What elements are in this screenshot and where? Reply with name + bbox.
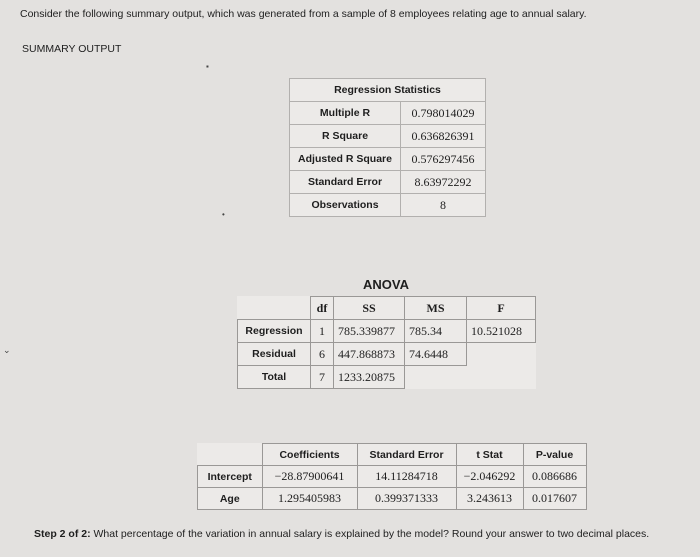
table-row [290,102,486,125]
question-text [34,528,649,540]
row-label: Residual [238,343,311,366]
row-label: Regression [238,320,311,343]
stat-value: 8 [401,194,486,217]
row-label: Intercept [198,466,263,488]
table-row [290,125,486,148]
cell-standard-error: 14.11284718 [357,466,456,488]
column-header-df: df [311,297,334,320]
stat-value: 8.63972292 [401,171,486,194]
column-header-ms: MS [405,297,467,320]
regression-statistics-table [289,78,486,217]
table-row [238,320,536,343]
table-row [290,171,486,194]
table-row [290,148,486,171]
cell-ms: 785.34 [405,320,467,343]
column-header-ss: SS [334,297,405,320]
cell-t-stat: 3.243613 [456,488,523,510]
anova-table [237,296,536,389]
question-step: Step 2 of 2: [34,528,91,540]
stat-label: Multiple R [290,102,401,125]
cell-df: 7 [311,366,334,389]
cell-coefficient: 1.295405983 [262,488,357,510]
column-header-coefficients: Coefficients [262,444,357,466]
intro-text: Consider the following summary output, which was generated from a sample of 8 employees relating age to annual salary. [20,8,587,20]
table-row [290,194,486,217]
row-label: Total [238,366,311,389]
cell-ss: 447.868873 [334,343,405,366]
cell-ms [405,366,467,389]
cell-ss: 785.339877 [334,320,405,343]
anova-title: ANOVA [363,277,409,292]
table-row [238,343,536,366]
cell-standard-error: 0.399371333 [357,488,456,510]
table-header-row [198,444,587,466]
stat-label: R Square [290,125,401,148]
stat-label: Standard Error [290,171,401,194]
column-header-p-value: P-value [523,444,586,466]
cell-ss: 1233.20875 [334,366,405,389]
table-row [198,488,587,510]
stat-value: 0.636826391 [401,125,486,148]
cell-f [467,343,536,366]
coefficients-table [197,443,587,510]
cell-f: 10.521028 [467,320,536,343]
stray-mark: ▪ [206,62,209,71]
regression-statistics-title: Regression Statistics [290,79,486,102]
column-header-f: F [467,297,536,320]
cell-p-value: 0.017607 [523,488,586,510]
row-label: Age [198,488,263,510]
cell-t-stat: −2.046292 [456,466,523,488]
cell-p-value: 0.086686 [523,466,586,488]
column-header-standard-error: Standard Error [357,444,456,466]
stat-value: 0.798014029 [401,102,486,125]
question-body: What percentage of the variation in annual salary is explained by the model? Round your answer to two decimal places. [90,528,650,540]
chevron-left-icon: ⌄ [3,345,11,355]
stat-label: Adjusted R Square [290,148,401,171]
summary-output-title: SUMMARY OUTPUT [22,43,122,55]
table-row [238,366,536,389]
table-row [198,466,587,488]
empty-cell [238,297,311,320]
stat-label: Observations [290,194,401,217]
empty-cell [198,444,263,466]
stray-mark: • [222,210,225,219]
cell-df: 1 [311,320,334,343]
cell-df: 6 [311,343,334,366]
cell-coefficient: −28.87900641 [262,466,357,488]
cell-f [467,366,536,389]
table-header-row [238,297,536,320]
column-header-t-stat: t Stat [456,444,523,466]
stat-value: 0.576297456 [401,148,486,171]
cell-ms: 74.6448 [405,343,467,366]
